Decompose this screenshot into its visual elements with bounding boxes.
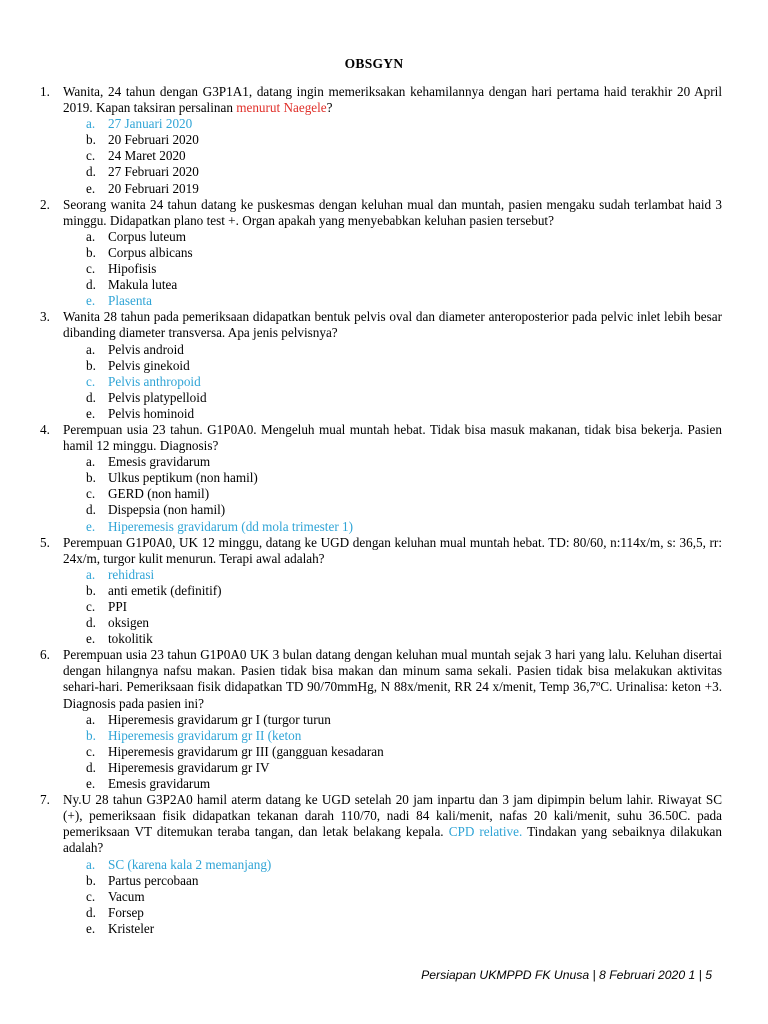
option-c: c. Hiperemesis gravidarum gr III (gangguan kesadaran bbox=[86, 743, 384, 759]
option-a: a. Hiperemesis gravidarum gr I (turgor turun bbox=[86, 711, 331, 727]
option-e: e. Hiperemesis gravidarum (dd mola trimester 1) bbox=[86, 518, 353, 534]
question-6 bbox=[40, 647, 722, 792]
option-e: e. Plasenta bbox=[86, 293, 152, 309]
question-text: Perempuan usia 23 tahun G1P0A0 UK 3 bulan datang dengan keluhan mual muntah sejak 3 hari yang lalu. Keluhan disertai dengan hilangnya nafsu makan. Pasien tidak bisa makan dan minum sama sekali. Pasien tidak bisa melakukan aktivitas sehari-hari. Pemeriksaan fisik didapatkan TD 90/70mmHg, N 88x/menit, RR 24 x/menit, Temp 36,7ºC. Urinalisa: keton +3. Diagnosis pada pasien ini? bbox=[63, 647, 722, 711]
option-b: b. 20 Februari 2020 bbox=[86, 132, 199, 148]
option-a: a. 27 Januari 2020 bbox=[86, 116, 193, 132]
question-number: 7. bbox=[40, 792, 50, 808]
option-list bbox=[63, 712, 722, 792]
option-e: e. Pelvis hominoid bbox=[86, 405, 195, 421]
option-d: d. oksigen bbox=[86, 615, 150, 631]
option-c: c. Hipofisis bbox=[86, 261, 157, 277]
option-b: b. Corpus albicans bbox=[86, 244, 193, 260]
option-d: d. Forsep bbox=[86, 904, 144, 920]
option-a: a. SC (karena kala 2 memanjang) bbox=[86, 856, 272, 872]
option-b: b. anti emetik (definitif) bbox=[86, 582, 222, 598]
option-d: d. Dispepsia (non hamil) bbox=[86, 502, 226, 518]
page-title: OBSGYN bbox=[344, 56, 404, 71]
option-d: d. Makula lutea bbox=[86, 277, 178, 293]
option-a: a. rehidrasi bbox=[86, 566, 155, 582]
option-d: d. 27 Februari 2020 bbox=[86, 164, 199, 180]
option-c: c. Pelvis anthropoid bbox=[86, 373, 201, 389]
question-5 bbox=[40, 535, 722, 648]
option-c: c. PPI bbox=[86, 599, 128, 614]
highlight-text: menurut Naegele bbox=[236, 100, 327, 116]
question-list bbox=[40, 84, 722, 937]
option-list bbox=[63, 454, 722, 534]
option-list bbox=[63, 857, 722, 937]
highlight-text: CPD relative. bbox=[448, 824, 523, 840]
question-3 bbox=[40, 309, 722, 422]
option-c: c. GERD (non hamil) bbox=[86, 486, 210, 502]
option-e: e. Emesis gravidarum bbox=[86, 776, 211, 792]
question-2 bbox=[40, 197, 722, 310]
page-footer: Persiapan UKMPPD FK Unusa | 8 Februari 2020 1 | 5 bbox=[421, 968, 712, 982]
question-text: Wanita, 24 tahun dengan G3P1A1, datang ingin memeriksakan kehamilannya dengan hari pertama haid terakhir 20 April 2019. Kapan taksiran persalinan menurut Naegele? bbox=[63, 84, 722, 116]
option-b: b. Ulkus peptikum (non hamil) bbox=[86, 470, 258, 486]
option-d: d. Hiperemesis gravidarum gr IV bbox=[86, 759, 270, 775]
option-list bbox=[63, 342, 722, 422]
question-number: 5. bbox=[40, 534, 50, 550]
option-e: e. 20 Februari 2019 bbox=[86, 180, 199, 196]
option-e: e. tokolitik bbox=[86, 631, 153, 647]
option-a: a. Corpus luteum bbox=[86, 228, 187, 244]
question-number: 6. bbox=[40, 647, 50, 663]
option-list bbox=[63, 567, 722, 647]
option-a: a. Emesis gravidarum bbox=[86, 454, 211, 470]
question-number: 1. bbox=[40, 84, 50, 99]
option-list bbox=[63, 116, 722, 196]
question-text: Ny.U 28 tahun G3P2A0 hamil aterm datang ke UGD setelah 20 jam inpartu dan 3 jam dipimpin belum lahir. Riwayat SC (+), pemeriksaan fisik didapatkan tekanan darah 110/70, nadi 84 kali/menit, nafas 20 kali/menit, suhu 36.50C. pada pemeriksaan VT ditemukan teraba tangan, dan letak belakang kepala. CPD relative. Tindakan yang sebaiknya dilakukan adalah? bbox=[63, 792, 722, 856]
question-number: 4. bbox=[40, 421, 50, 437]
question-7 bbox=[40, 792, 722, 937]
option-b: b. Hiperemesis gravidarum gr II (keton bbox=[86, 727, 302, 743]
option-e: e. Kristeler bbox=[86, 920, 155, 936]
option-c: c. Vacum bbox=[86, 888, 145, 904]
question-text: Perempuan usia 23 tahun. G1P0A0. Mengeluh mual muntah hebat. Tidak bisa masuk makanan, tidak bisa bekerja. Pasien hamil 12 minggu. Diagnosis? bbox=[63, 421, 722, 454]
question-text: Perempuan G1P0A0, UK 12 minggu, datang ke UGD dengan keluhan mual muntah hebat. TD: 80/60, n:114x/m, s: 36,5, rr: 24x/m, turgor kulit menurun. Terapi awal adalah? bbox=[63, 534, 722, 566]
option-b: b. Pelvis ginekoid bbox=[86, 357, 190, 373]
question-text: Wanita 28 tahun pada pemeriksaan didapatkan bentuk pelvis oval dan diameter anteroposterior pada pelvic inlet lebih besar dibanding diameter transversa. Apa jenis pelvisnya? bbox=[63, 309, 722, 341]
question-number: 2. bbox=[40, 196, 50, 212]
question-1 bbox=[40, 84, 722, 197]
option-list bbox=[63, 229, 722, 309]
question-4 bbox=[40, 422, 722, 535]
option-a: a. Pelvis android bbox=[86, 341, 184, 357]
question-number: 3. bbox=[40, 309, 50, 325]
option-b: b. Partus percobaan bbox=[86, 872, 199, 888]
option-c: c. 24 Maret 2020 bbox=[86, 148, 186, 164]
question-text: Seorang wanita 24 tahun datang ke puskesmas dengan keluhan mual dan muntah, pasien mengaku sudah terlambat haid 3 minggu. Didapatkan plano test +. Organ apakah yang menyebabkan keluhan pasien tersebut? bbox=[63, 196, 722, 228]
option-d: d. Pelvis platypelloid bbox=[86, 389, 207, 405]
